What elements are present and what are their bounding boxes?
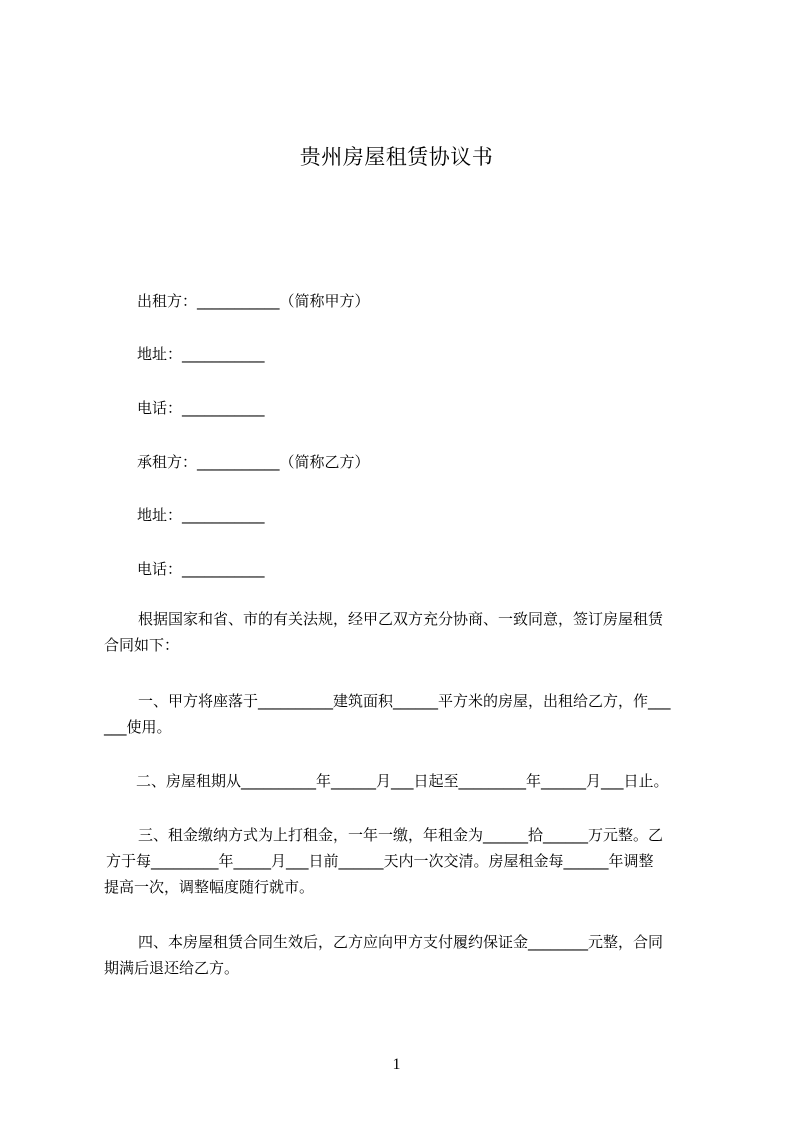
clause-3-line-2: 方于每_________年_____月___日前______天内一次交清。房屋租金每______年调整 <box>106 852 654 870</box>
intro-paragraph <box>104 606 700 658</box>
clause-1-line-2: ___使用。 <box>104 718 172 736</box>
clause-3-paragraph <box>104 822 700 900</box>
intro-line-1: 根据国家和省、市的有关法规，经甲乙双方充分协商、一致同意，签订房屋租赁 <box>138 610 664 628</box>
lessee-phone-line: 电话：___________ <box>137 560 265 578</box>
clause-3-line-3: 提高一次，调整幅度随行就市。 <box>104 878 315 896</box>
clause-4-paragraph <box>104 929 700 981</box>
clause-3-line-1: 三、租金缴纳方式为上打租金，一年一缴，年租金为______拾______万元整。乙 <box>138 826 664 844</box>
intro-line-2: 合同如下： <box>104 636 180 654</box>
lessee-address-line: 地址：___________ <box>137 506 265 524</box>
clause-1-line-1: 一、甲方将座落于__________建筑面积______平方米的房屋，出租给乙方，作___ <box>138 692 671 710</box>
lessor-phone-line: 电话：___________ <box>137 399 265 417</box>
clause-2-paragraph <box>104 768 700 794</box>
clause-2-line-1: 二、房屋租期从__________年______月___日起至_________年______月___日止。 <box>136 772 669 790</box>
clause-4-line-1: 四、本房屋租赁合同生效后，乙方应向甲方支付履约保证金________元整，合同 <box>138 933 664 951</box>
lessor-address-line: 地址：___________ <box>137 345 265 363</box>
page-number: 1 <box>392 1056 401 1073</box>
document-title: 贵州房屋租赁协议书 <box>299 145 494 169</box>
lessee-line: 承租方：___________（简称乙方） <box>137 453 370 471</box>
clause-1-paragraph <box>104 688 700 740</box>
clause-4-line-2: 期满后退还给乙方。 <box>104 959 240 977</box>
lessor-line: 出租方：___________（简称甲方） <box>137 292 370 310</box>
